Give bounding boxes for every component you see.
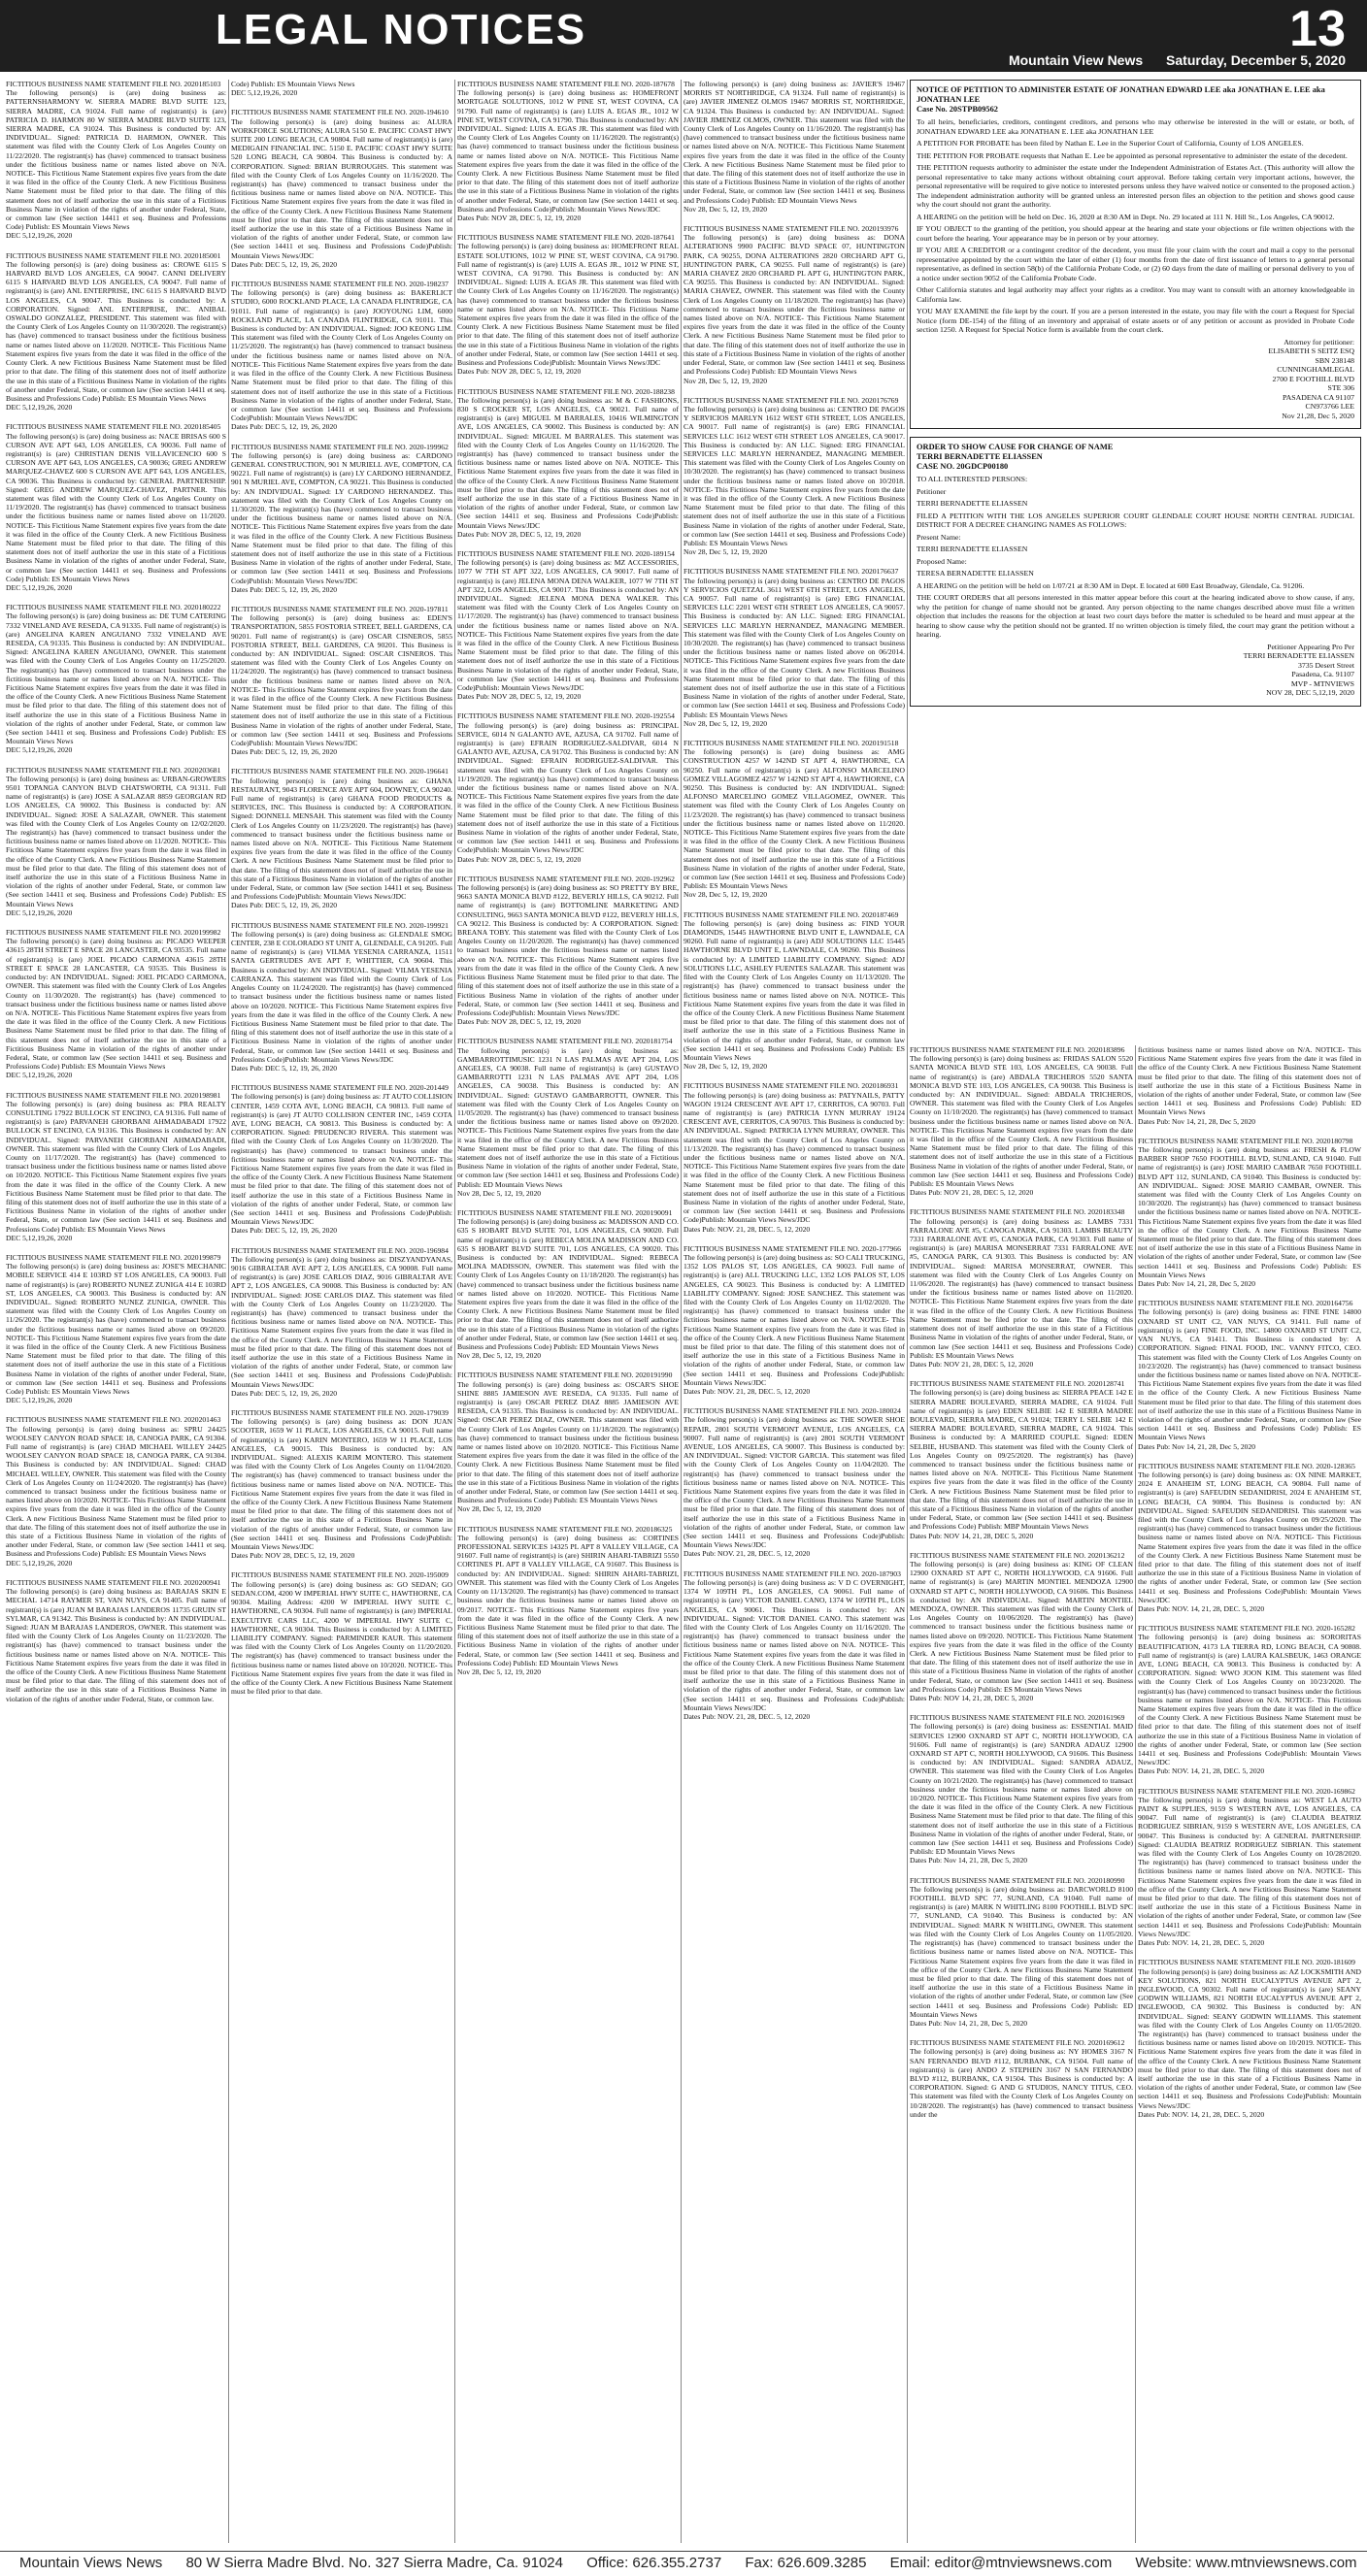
notice-heading: FICTITIOUS BUSINESS NAME STATEMENT FILE NO. 2020176769 bbox=[684, 395, 899, 405]
fictitious-business-notice bbox=[231, 921, 452, 1073]
notice-publication-dates: Nov 28, Dec 5, 12, 19, 2020 bbox=[457, 1667, 542, 1676]
notice-publication-dates: Dates Pub: NOV. 14, 21, 28, DEC. 5, 2020 bbox=[1138, 1767, 1265, 1776]
attorney-line: CN973766 LEE bbox=[1305, 402, 1354, 411]
osc-name: TERRI BERNADETTE ELIASSEN bbox=[917, 452, 1043, 461]
notice-heading: FICTITIOUS BUSINESS NAME STATEMENT FILE NO. 2020161969 bbox=[910, 1713, 1125, 1723]
notice-body: The following person(s) is (are) doing business as: MZ ACCESSORIES, 1077 W 7TH ST APT 322, LOS ANGELES, CA 90017. Full name of registrant(s) is (are) JELENA MONA DENA WALKER, 1077 W 7TH ST APT 322, LOS ANGELES, CA 90017. This Business is conducted by: AN INDIVIDUAL. Signed: JELENA MONA DENA WALKER. This statement was filed with the County Clerk of Los Angeles County on 11/17/2020. The registrant(s) has (have) commenced to transact business under the fictitious business name or names listed above on N/A. NOTICE- This Fictitious Name Statement expires five years from the date it was filed in the office of the County Clerk. A new Fictitious Business Name Statement must be filed prior to that date. The filing of this statement does not of itself authorize the use in this state of a Fictitious Business Name in violation of the rights of another under Federal, State, or common law (See section 14411 et seq. Business and Professions Code)Publish: Mountain Views News/JDC bbox=[457, 558, 679, 692]
notice-heading: FICTITIOUS BUSINESS NAME STATEMENT FILE NO. 2020-169862 bbox=[1138, 1786, 1355, 1796]
notice-heading: FICTITIOUS BUSINESS NAME STATEMENT FILE NO. 2020136212 bbox=[910, 1550, 1125, 1560]
fictitious-business-notice bbox=[457, 1371, 679, 1513]
fictitious-business-notice bbox=[6, 603, 226, 754]
notice-body: The following person(s) is (are) doing business as: ALURA WORKFORCE SOLUTIONS; ALURA 5150 E. PACIFIC COAST HWY SUITE 200 LONG BEACH, CA 90804. Full name of registrant(s) is (are) MEDIGAIN FINANCIAL INC. 5150 E. PACIFIC COAST HWY SUITE 520 LONG BEACH, CA 90804. This Business is conducted by: A CORPORATION. Signed: BRIAN BURROUGHS. This statement was filed with the County Clerk of Los Angeles County on 11/16/2020. The registrant(s) has (have) commenced to transact business under the fictitious business name or names listed above on N/A. NOTICE- This Fictitious Name Statement expires five years from the date it was filed in the office of the County Clerk. A new Fictitious Business Name Statement must be filed prior to that date. The filing of this statement does not of itself authorize the use in this state of a Fictitious Business Name in violation of the rights of another under Federal, State, or common law (See section 14411 et seq. Business and Professions Code)Publish: Mountain Views News/JDC bbox=[231, 116, 452, 260]
column-2 bbox=[231, 80, 452, 2543]
notice-heading: FICTITIOUS BUSINESS NAME STATEMENT FILE NO. 2020199879 bbox=[6, 1252, 221, 1262]
notice-body: The following person(s) is (are) doing business as: JAVIER'S 19467 MORRIS ST NORTHRIDGE, CA 91324. Full name of registrant(s) is (are) JAVIER JIMENEZ OLMOS 19467 MORRIS ST, NORTHRIDGE, CA 91324. This Business is conducted by: AN INDIVIDUAL. Signed: JAVIER JIMENEZ OLMOS, OWNER. This statement was filed with the County Clerk of Los Angeles County on 11/16/2020. The registrant(s) has (have) commenced to transact business under the fictitious business name or names listed above on N/A. NOTICE- This Fictitious Name Statement expires five years from the date it was filed in the office of the County Clerk. A new Fictitious Business Name Statement must be filed prior to that date. The filing of this statement does not of itself authorize the use in this state of a Fictitious Business Name in violation of the rights of another under Federal, State, or common law (See section 14411 et seq. Business and Professions Code) Publish: ED Mountain Views News bbox=[684, 80, 905, 205]
fictitious-business-notice bbox=[6, 1253, 226, 1404]
notice-body: The following person(s) is (are) doing business as: AZ LOCKSMITH AND KEY SOLUTIONS, 821 NORTH EUCALYPTUS AVENUE APT 2, INGLEWOOD, CA 90302. Full name of registrant(s) is (are) SEANY GODWIN WILLIAMS, 821 NORTH EUCALYPTUS AVENUE APT 2, INGLEWOOD, CA 90302. This Business is conducted by: AN INDIVIDUAL. Signed: SEANY GODWIN WILLIAMS. This statement was filed with the County Clerk of Los Angeles County on 11/05/2020. The registrant(s) has (have) commenced to transact business under the fictitious business name or names listed above on 10/2019. NOTICE- This Fictitious Name Statement expires five years from the date it was filed in the office of the County Clerk. A new Fictitious Business Name Statement must be filed prior to that date. The filing of this statement does not of itself authorize the use in this state of a Fictitious Business Name in violation of the rights of another under Federal, State, or common law (See section 14411 et seq. Business and Professions Code)Publish: Mountain Views News/JDC bbox=[1138, 1966, 1361, 2110]
probate-paragraph: IF YOU OBJECT to the granting of the petition, you should appear at the hearing and state your objections or file written objections with the court before the hearing. Your appearance may be in person or by your attorney. bbox=[917, 224, 1354, 243]
notice-publication-dates: Nov 28, Dec 5, 12, 19, 2020 bbox=[684, 547, 768, 557]
notice-publication-dates: DEC 5,12,19,26, 2020 bbox=[6, 582, 73, 592]
notice-publication-dates: Dates Pub: NOV. 14, 21, 28, DEC. 5, 2020 bbox=[1138, 1938, 1265, 1948]
notice-body: The following person(s) is (are) doing business as: SIERRA PEACE 142 E SIERRA MADRE BOULEVARD, SIERRA MADRE, CA 91024. Full name of registrant(s) is (are) EDEN SELBIE 142 E SIERRA MADRE BOULEVARD, SIERRA MADRE, CA 91024; TERRY L SELBIE 142 E SIERRA MADRE BOULEVARD, SIERRA MADRE, CA 91024. This Business is conducted by: A MARRIED COUPLE. Signed: EDEN SELBIE, HUSBAND. This statement was filed with the County Clerk of Los Angeles County on 09/25/2020. The registrant(s) has (have) commenced to transact business under the fictitious business name or names listed above on N/A. NOTICE- This Fictitious Name Statement expires five years from the date it was filed in the office of the County Clerk. A new Fictitious Business Name Statement must be filed prior to that date. The filing of this statement does not of itself authorize the use in this state of a Fictitious Business Name in violation of the rights of another under Federal, State, or common law (See section 14411 et seq. Business and Professions Code) Publish: MBP Mountain Views News bbox=[910, 1388, 1133, 1532]
notice-publication-dates: Dates Pub: NOV. 21, 28, DEC. 5, 12, 2020 bbox=[684, 1387, 811, 1397]
notice-heading: FICTITIOUS BUSINESS NAME STATEMENT FILE NO. 2020180222 bbox=[6, 603, 221, 612]
notice-publication-dates: Dates Pub: NOV 21, 28, DEC 5, 12, 2020 bbox=[910, 1188, 1034, 1198]
notice-heading: FICTITIOUS BUSINESS NAME STATEMENT FILE NO. 2020203681 bbox=[6, 765, 221, 775]
notice-publication-dates: Dates Pub: DEC 5, 12, 19, 26, 2020 bbox=[231, 747, 338, 757]
page-header bbox=[0, 0, 1367, 72]
notice-publication-dates: Nov 28, Dec 5, 12, 19, 2020 bbox=[457, 1504, 542, 1514]
notice-heading: FICTITIOUS BUSINESS NAME STATEMENT FILE NO. 2020-189154 bbox=[457, 548, 675, 558]
fictitious-business-notice bbox=[231, 1570, 452, 1696]
osc-proposed-label: Proposed Name: bbox=[917, 556, 967, 566]
fictitious-business-notice bbox=[684, 1244, 905, 1396]
notice-body: The following person(s) is (are) doing business as: DISZYANDYANAS, 9016 GIBRALTAR AVE APT 2, LOS ANGELES, CA 90008. Full name of registrant(s) is (are) JOSE CARLOS DIAZ, 9016 GIBRALTAR AVE APT 2, LOS ANGELES, CA 90008. This Business is conducted by: AN INDIVIDUAL. Signed: JOSE CARLOS DIAZ. This statement was filed with the County Clerk of Los Angeles County on 11/23/2020. The registrant(s) has (have) commenced to transact business under the fictitious business name or names listed above on N/A. NOTICE- This Fictitious Name Statement expires five years from the date it was filed in the office of the County Clerk. A new Fictitious Business Name Statement must be filed prior to that date. The filing of this statement does not of itself authorize the use in this state of a Fictitious Business Name in violation of the rights of another under Federal, State, or common law (See section 14411 et seq. Business and Professions Code)Publish: Mountain Views News/JDC bbox=[231, 1254, 452, 1389]
fictitious-business-notice bbox=[6, 1415, 226, 1567]
fictitious-business-notice bbox=[457, 1525, 679, 1676]
footer-address: 80 W Sierra Madre Blvd. No. 327 Sierra Madre, Ca. 91024 bbox=[185, 2555, 563, 2571]
notice-heading: FICTITIOUS BUSINESS NAME STATEMENT FILE NO. 2020185103 bbox=[6, 80, 221, 88]
notice-heading: FICTITIOUS BUSINESS NAME STATEMENT FILE NO. 2020198981 bbox=[6, 1090, 221, 1100]
fictitious-business-notice bbox=[6, 1578, 226, 1703]
footer-paper: Mountain Views News bbox=[19, 2555, 163, 2571]
notice-heading: FICTITIOUS BUSINESS NAME STATEMENT FILE NO. 2020-194610 bbox=[231, 108, 449, 117]
notice-body: The following person(s) is (are) doing business as: LAMBS 7331 FARRALONE AVE #5, CANOGA PARK, CA 91303. LAMBS BEAUTY 7331 FARRALONE AVE #5, CANOGA PARK, CA 91303. Full name of registrant(s) is (are) MARISA MONSERRAT 7331 FARRALONE AVE #5, CANOGA PARK, CA 91303. This Business is conducted by: AN INDIVIDUAL. Signed: MARISA MONSERRAT, OWNER. This statement was filed with the County Clerk of Los Angeles County on 11/06/2020. The registrant(s) has (have) commenced to transact business under the fictitious business name or names listed above on 11/2020. NOTICE- This Fictitious Name Statement expires five years from the date it was filed in the office of the County Clerk. A new Fictitious Business Name Statement must be filed prior to that date. The filing of this statement does not of itself authorize the use in this state of a Fictitious Business Name in violation of the rights of another under Federal, State, or common law (See section 14411 et seq. Business and Professions Code) Publish: ES Mountain Views News bbox=[910, 1216, 1133, 1360]
column-4 bbox=[684, 80, 905, 2543]
notice-publication-dates: DEC 5,12,19,26, 2020 bbox=[6, 231, 73, 241]
notice-body: The following person(s) is (are) doing business as: AMG CONSTRUCTION 4257 W 142ND ST APT 4, HAWTHORNE, CA 90250. Full name of registrant(s) is (are) ALFONSO MARCELINO GOMEZ VILLAGOMEZ 4257 W 142ND ST APT 4, HAWTHORNE, CA 90250. This Business is conducted by: AN INDIVIDUAL. Signed: ALFONSO MARCELINO GOMEZ VILLAGOMEZ, OWNER. This statement was filed with the County Clerk of Los Angeles County on 11/23/2020. The registrant(s) has (have) commenced to transact business under the fictitious business name or names listed above on 11/2020. NOTICE- This Fictitious Name Statement expires five years from the date it was filed in the office of the County Clerk. A new Fictitious Business Name Statement must be filed prior to that date. The filing of this statement does not of itself authorize the use in this state of a Fictitious Business Name in violation of the rights of another under Federal, State, or common law (See section 14411 et seq. Business and Professions Code) Publish: ES Mountain Views News bbox=[684, 747, 905, 891]
osc-present-name: TERRI BERNADETTE ELIASSEN bbox=[917, 545, 1028, 553]
notice-publication-dates: Dates Pub: NOV 28, DEC 5, 12, 19, 2020 bbox=[457, 692, 582, 702]
notice-heading: FICTITIOUS BUSINESS NAME STATEMENT FILE NO. 2020180798 bbox=[1138, 1136, 1353, 1145]
notice-heading: FICTITIOUS BUSINESS NAME STATEMENT FILE NO. 2020186325 bbox=[457, 1524, 673, 1534]
fictitious-business-notice bbox=[457, 1037, 679, 1198]
fictitious-business-notice bbox=[231, 1083, 452, 1235]
notice-body: The following person(s) is (are) doing business as: ESSENTIAL MAID SERVICES 12900 OXNARD ST APT C, NORTH HOLLYWOOD, CA 91606. Full name of registrant(s) is (are) SANDRA ADAUZ 12900 OXNARD ST APT C, NORTH HOLLYWOOD, CA 91606. This Business is conducted by: AN INDIVIDUAL. Signed: SANDRA ADAUZ, OWNER. This statement was filed with the County Clerk of Los Angeles County on 10/21/2020. The registrant(s) has (have) commenced to transact business under the fictitious business name or names listed above on 10/2020. NOTICE- This Fictitious Name Statement expires five years from the date it was filed in the office of the County Clerk. A new Fictitious Business Name Statement must be filed prior to that date. The filing of this statement does not of itself authorize the use in this state of a Fictitious Business Name in violation of the rights of another under Federal, State, or common law (See section 14411 et seq. Business and Professions Code) Publish: ED Mountain Views News bbox=[910, 1722, 1133, 1857]
notice-publication-dates: Dates Pub: NOV 28, DEC 5, 12, 19, 2020 bbox=[457, 529, 582, 539]
notice-body: The following person(s) is (are) doing business as: HOMEFRONT REAL ESTATE SOLUTIONS, 1012 W PINE ST, WEST COVINA, CA 91790. Full name of registrant(s) is (are) LUIS A. EGAS JR., 1012 W PINE ST, WEST COVINA, CA 91790. This Business is conducted by: AN INDIVIDUAL. Signed: LUIS A. EGAS JR. This statement was filed with the County Clerk of Los Angeles County on 11/16/2020. The registrant(s) has (have) commenced to transact business under the fictitious business name or names listed above on N/A. NOTICE- This Fictitious Name Statement expires five years from the date it was filed in the office of the County Clerk. A new Fictitious Business Name Statement must be filed prior to that date. The filing of this statement does not of itself authorize the use in this state of a Fictitious Business Name in violation of the rights of another under Federal, State, or common law (See section 14411 et seq. Business and Professions Code)Publish: Mountain Views News/JDC bbox=[457, 242, 679, 368]
fictitious-business-notice bbox=[231, 1246, 452, 1398]
notice-body: The following person(s) is (are) doing business as: PRA REALTY CONSULTING 17922 BULLOCK ST ENCINO, CA 91316. Full name of registrant(s) is (are) PARVANEH GHORBANI AHMADABADI 17922 BULLOCK ST ENCINO, CA 91316. This Business is conducted by: AN INDIVIDUAL. Signed: PARVANEH GHORBANI AHMADABADI, OWNER. This statement was filed with the County Clerk of Los Angeles County on 11/17/2020. The registrant(s) has (have) commenced to transact business under the fictitious business name or names listed above on 10/2020. NOTICE- This Fictitious Name Statement expires five years from the date it was filed in the office of the County Clerk. A new Fictitious Business Name Statement must be filed prior to that date. The filing of this statement does not of itself authorize the use in this state of a Fictitious Business Name in violation of the rights of another under Federal, State, or common law (See section 14411 et seq. Business and Professions Code) Publish: ES Mountain Views News bbox=[6, 1099, 226, 1234]
notice-body: The following person(s) is (are) doing business as: KING OF CLEAN 12900 OXNARD ST APT C, NORTH HOLLYWOOD, CA 91606. Full name of registrant(s) is (are) MARTIN MONTIEL MENDOZA 12900 OXNARD ST APT C, NORTH HOLLYWOOD, CA 91606. This Business is conducted by: AN INDIVIDUAL. Signed: MARTIN MONTIEL MENDOZA, OWNER. This statement was filed with the County Clerk of Los Angeles County on 10/06/2020. The registrant(s) has (have) commenced to transact business under the fictitious business name or names listed above on 09/2020. NOTICE- This Fictitious Name Statement expires five years from the date it was filed in the office of the County Clerk. A new Fictitious Business Name Statement must be filed prior to that date. The filing of this statement does not of itself authorize the use in this state of a Fictitious Business Name in violation of the rights of another under Federal, State, or common law (See section 14411 et seq. Business and Professions Code) Publish: ES Mountain Views News bbox=[910, 1559, 1133, 1694]
notice-publication-dates: Dates Pub: DEC 5, 12, 19, 26, 2020 bbox=[231, 1226, 338, 1236]
fictitious-business-notice bbox=[457, 711, 679, 863]
footer-fax: Fax: 626.609.3285 bbox=[745, 2555, 867, 2571]
fictitious-business-notice bbox=[684, 80, 905, 214]
fictitious-business-notice bbox=[910, 2038, 1133, 2119]
notice-body: The following person(s) is (are) doing business as: M & C FASHIONS, 830 S CROCKER ST, LOS ANGELES, CA 90021. Full name of registrant(s) is (are) MIGUEL M BARRALES, 10416 WILMINGTON AVE, LOS ANGELES, CA 90002. This Business is conducted by: AN INDIVIDUAL. Signed: MIGUEL M BARRALES. This statement was filed with the County Clerk of Los Angeles County on 11/16/2020. The registrant(s) has (have) commenced to transact business under the fictitious business name or names listed above on N/A. NOTICE- This Fictitious Name Statement expires five years from the date it was filed in the office of the County Clerk. A new Fictitious Business Name Statement must be filed prior to that date. The filing of this statement does not of itself authorize the use in this state of a Fictitious Business Name in violation of the rights of another under Federal, State, or common law (See section 14411 et seq. Business and Professions Code)Publish: Mountain Views News/JDC bbox=[457, 395, 679, 530]
notice-body: The following person(s) is (are) doing business as: CENTRO DE PAGOS Y SERVICIOS MARLYN 1612 WEST 6TH STREET, LOS ANGELES, CA 90017. Full name of registrant(s) is (are) ERG FINANCIAL SERVICES LLC 1612 WEST 6TH STREET LOS ANGELES, CA 90017. This Business is conducted by: AN LLC. Signed: ERG FINANCIAL SERVICES LLC MARLYN HERNANDEZ, MANAGING MEMBER. This statement was filed with the County Clerk of Los Angeles County on 10/30/2020. The registrant(s) has (have) commenced to transact business under the fictitious business name or names listed above on 10/2018. NOTICE- This Fictitious Name Statement expires five years from the date it was filed in the office of the County Clerk. A new Fictitious Business Name Statement must be filed prior to that date. The filing of this statement does not of itself authorize the use in this state of a Fictitious Business Name in violation of the rights of another under Federal, State, or common law (See section 14411 et seq. Business and Professions Code) Publish: ES Mountain Views News bbox=[684, 404, 905, 547]
fictitious-business-notice bbox=[457, 875, 679, 1026]
fictitious-business-notice bbox=[910, 1207, 1133, 1369]
notice-heading: FICTITIOUS BUSINESS NAME STATEMENT FILE NO. 2020-196984 bbox=[231, 1245, 449, 1255]
notice-body: The following person(s) is (are) doing business as: DON JUAN SCOOTER, 1659 W 11 PLACE, LOS ANGELES, CA 90015. Full name of registrant(s) is (are) KARIN MONTERO, 1659 W 11 PLACE, LOS ANGELES, CA 90015. This Business is conducted by: AN INDIVIDUAL. Signed: ALEXIS KARIM MONTERO. This statement was filed with the County Clerk of Los Angeles County on 11/04/2020. The registrant(s) has (have) commenced to transact business under the fictitious business name or names listed above on N/A. NOTICE- This Fictitious Name Statement expires five years from the date it was filed in the office of the County Clerk. A new Fictitious Business Name Statement must be filed prior to that date. The filing of this statement does not of itself authorize the use in this state of a Fictitious Business Name in violation of the rights of another under Federal, State, or common law (See section 14411 et seq. Business and Professions Code)Publish: Mountain Views News/JDC bbox=[231, 1417, 452, 1552]
notice-body: The following person(s) is (are) doing business as: GAMBARROTTIMUSIC 1231 N LAS PALMAS AVE APT 204, LOS ANGELES, CA 90038. Full name of registrant(s) is (are) GUSTAVO GAMBARROTTI 1231 N LAS PALMAS AVE APT 204, LOS ANGELES, CA 90038. This Business is conducted by: AN INDIVIDUAL. Signed: GUSTAVO GAMBARROTTI, OWNER. This statement was filed with the County Clerk of Los Angeles County on 11/05/2020. The registrant(s) has (have) commenced to transact business under the fictitious business name or names listed above on 09/2020. NOTICE- This Fictitious Name Statement expires five years from the date it was filed in the office of the County Clerk. A new Fictitious Business Name Statement must be filed prior to that date. The filing of this statement does not of itself authorize the use in this state of a Fictitious Business Name in violation of the rights of another under Federal, State, or common law (See section 14411 et seq. Business and Professions Code) Publish: ED Mountain Views News bbox=[457, 1045, 679, 1189]
notice-publication-dates: DEC 5,12,19,26, 2020 bbox=[6, 1233, 73, 1242]
notice-publication-dates: Dates Pub: NOV 28, DEC 5, 12, 19, 2020 bbox=[457, 1017, 582, 1027]
notice-heading: FICTITIOUS BUSINESS NAME STATEMENT FILE NO. 2020191518 bbox=[684, 739, 899, 748]
osc-case: CASE NO. 20GDCP00180 bbox=[917, 462, 1009, 471]
notice-publication-dates: DEC 5,12,19,26, 2020 bbox=[6, 1396, 73, 1405]
notice-heading: FICTITIOUS BUSINESS NAME STATEMENT FILE NO. 2020200941 bbox=[6, 1577, 221, 1587]
probate-paragraph: THE PETITION requests authority to administer the estate under the Independent Administration of Estates Act. (This authority will allow the personal representative to take many actions without obtaining court approval. Before taking certain very important actions, however, the personal representative will be required to give notice to interested persons unless they have waived notice or consented to the proposed action.) The independent administration authority will be granted unless an interested person files an objection to the petition and shows good cause why the court should not grant the authority. bbox=[917, 163, 1354, 209]
fictitious-business-notice bbox=[6, 766, 226, 917]
attorney-line: ELISABETH S SEITZ ESQ bbox=[1268, 347, 1354, 355]
fictitious-business-notice bbox=[1138, 1137, 1361, 1288]
notice-publication-dates: Dates Pub: NOV. 21, 28, DEC. 5, 12, 2020 bbox=[684, 1711, 811, 1721]
notice-publication-dates: Nov 28, Dec 5, 12, 19, 2020 bbox=[684, 1062, 768, 1072]
notice-heading: FICTITIOUS BUSINESS NAME STATEMENT FILE NO. 2020-192554 bbox=[457, 711, 675, 721]
signature-line: NOV 28, DEC 5,12,19, 2020 bbox=[1266, 688, 1354, 697]
notice-heading: FICTITIOUS BUSINESS NAME STATEMENT FILE NO. 2020185405 bbox=[6, 422, 221, 432]
notice-publication-dates: Nov 28, Dec 5, 12, 19, 2020 bbox=[684, 376, 768, 385]
attorney-line: STE 306 bbox=[1327, 383, 1354, 392]
masthead bbox=[989, 52, 1346, 68]
column-5-top bbox=[910, 80, 1361, 1040]
notice-publication-dates: Dates Pub: NOV 28, DEC 5, 12, 19, 2020 bbox=[457, 214, 582, 223]
notice-body: The following person(s) is (are) doing business as: CENTRO DE PAGOS Y SERVICIOS QUETZAL 3611 WEST 6TH STREET, LOS ANGELES, CA 90057. Full name of registrant(s) is (are) ERG FINANCIAL SERVICES LLC 2201 WEST 6TH STREET LOS ANGELES, CA 90057. This Business is conducted by: AN LLC. Signed: ERG FINANCIAL SERVICES LLC MARLYN HERNANDEZ, MANAGING MEMBER. This statement was filed with the County Clerk of Los Angeles County on 10/30/2020. The registrant(s) has (have) commenced to transact business under the fictitious business name or names listed above on 06/2014. NOTICE- This Fictitious Name Statement expires five years from the date it was filed in the office of the County Clerk. A new Fictitious Business Name Statement must be filed prior to that date. The filing of this statement does not of itself authorize the use in this state of a Fictitious Business Name in violation of the rights of another under Federal, State, or common law (See section 14411 et seq. Business and Professions Code) Publish: ES Mountain Views News bbox=[684, 576, 905, 719]
notice-body: The following person(s) is (are) doing business as: DONA ALTERATIONS 9900 PACIFIC BLVD SPACE 07, HUNTINGTON PARK, CA 90255, DONA ALTERATIONS 2820 ORCHARD APT G, HUNTINGTON PARK, CA 90255. Full name of registrant(s) is (are) MARIA CHAVEZ 2820 ORCHARD PL APT G, HUNTINGTON PARK, CA 90255. This Business is conducted by: AN INDIVIDUAL. Signed: MARIA CHAVEZ, OWNER. This statement was filed with the County Clerk of Los Angeles County on 11/18/2020. The registrant(s) has (have) commenced to transact business under the fictitious business name or names listed above on N/A. NOTICE- This Fictitious Name Statement expires five years from the date it was filed in the office of the County Clerk. A new Fictitious Business Name Statement must be filed prior to that date. The filing of this statement does not of itself authorize the use in this state of a Fictitious Business Name in violation of the rights of another under Federal, State, or common law (See section 14411 et seq. Business and Professions Code) Publish: ED Mountain Views News bbox=[684, 233, 905, 377]
fictitious-business-notice bbox=[457, 549, 679, 701]
attorney-line: Attorney for petitioner: bbox=[1284, 337, 1354, 347]
notice-body: The following person(s) is (are) doing business as: GHANA RESTAURANT, 9043 FLORENCE AVE APT 604, DOWNEY, CA 90240. Full name of registrant(s) is (are) GHANA FOOD PRODUCTS & SERVICES, INC. This Business is conducted by: A CORPORATION. Signed: DONNELL MENSAH. This statement was filed with the County Clerk of Los Angeles County on 11/23/2020. The registrant(s) has (have) commenced to transact business under the fictitious business name or names listed above on N/A. NOTICE- This Fictitious Name Statement expires five years from the date it was filed in the office of the County Clerk. A new Fictitious Business Name Statement must be filed prior to that date. The filing of this statement does not of itself authorize the use in this state of a Fictitious Business Name in violation of the rights of another under Federal, State, or common law (See section 14411 et seq. Business and Professions Code)Publish: Mountain Views News/JDC bbox=[231, 776, 452, 902]
notice-body: The following person(s) is (are) doing business as: BAKERLICT STUDIO, 6000 ROCKLAND PLACE, LA CANADA FLINTRIDGE, CA 91011. Full name of registrant(s) is (are) JOOYOUNG LIM, 6000 ROCKLAND PLACE, LA CANADA FLINTRIDGE, CA 91011. This Business is conducted by: AN INDIVIDUAL. Signed: JOO KEONG LIM. This statement was filed with the County Clerk of Los Angeles County on 11/25/2020. The registrant(s) has (have) commenced to transact business under the fictitious business name or names listed above on N/A. NOTICE- This Fictitious Name Statement expires five years from the date it was filed in the office of the County Clerk. A new Fictitious Business Name Statement must be filed prior to that date. The filing of this statement does not of itself authorize the use in this state of a Fictitious Business Name in violation of the rights of another under Federal, State, or common law (See section 14411 et seq. Business and Professions Code)Publish: Mountain Views News/JDC bbox=[231, 288, 452, 423]
fictitious-business-notice bbox=[6, 1091, 226, 1242]
fictitious-business-notice bbox=[910, 1045, 1133, 1197]
osc-title: ORDER TO SHOW CAUSE FOR CHANGE OF NAME bbox=[917, 443, 1114, 451]
notice-publication-dates: DEC 5,12,19,26, 2020 bbox=[231, 88, 298, 98]
fictitious-business-notice bbox=[457, 80, 679, 222]
notice-body: The following person(s) is (are) doing business as: OX NINE MARKET, 2024 E ANAHEIM ST, LONG BEACH, CA 90804. Full name of registrant(s) is (are) SAFEUDIN SEDANIDRISI, 2024 E ANAHEIM ST, LONG BEACH, CA 90804. This Business is conducted by: AN INDIVIDUAL. Signed: SAFEUDIN SEDANIDRISI. This statement was filed with the County Clerk of Los Angeles County on 09/25/2020. The registrant(s) has (have) commenced to transact business under the fictitious business name or names listed above on N/A. NOTICE- This Fictitious Name Statement expires five years from the date it was filed in the office of the County Clerk. A new Fictitious Business Name Statement must be filed prior to that date. The filing of this statement does not of itself authorize the use in this state of a Fictitious Business Name in violation of the rights of another under Federal, State, or common law (See section 14411 et seq. Business and Professions Code)Publish: Mountain Views News/JDC bbox=[1138, 1470, 1361, 1604]
notice-publication-dates: Dates Pub: NOV 21, 28, DEC 5, 12, 2020 bbox=[910, 1359, 1034, 1369]
column-1 bbox=[6, 80, 226, 2543]
notice-body: The following person(s) is (are) doing business as: V D C OVERNIGHT, 1374 W 109TH PL, LOS ANGELES, CA 90061. Full name of registrant(s) is (are) VICTOR DANIEL CANO, 1374 W 109TH PL, LOS ANGELES, CA 90061. This Business is conducted by: AN INDIVIDUAL. Signed: VICTOR DANIEL CANO. This statement was filed with the County Clerk of Los Angeles County on 11/16/2020. The registrant(s) has (have) commenced to transact business under the fictitious business name or names listed above on N/A. NOTICE- This Fictitious Name Statement expires five years from the date it was filed in the office of the County Clerk. A new Fictitious Business Name Statement must be filed prior to that date. The filing of this statement does not of itself authorize the use in this state of a Fictitious Business Name in violation of the rights of another under Federal, State, or common law (See section 14411 et seq. Business and Professions Code)Publish: Mountain Views News/JDC bbox=[684, 1577, 905, 1712]
fictitious-business-notice bbox=[910, 1379, 1133, 1540]
fictitious-business-notice bbox=[231, 1408, 452, 1560]
column-3 bbox=[457, 80, 679, 2543]
paper-name: Mountain View News bbox=[1008, 52, 1144, 68]
notice-heading: FICTITIOUS BUSINESS NAME STATEMENT FILE NO. 2020-187641 bbox=[457, 233, 675, 243]
notice-publication-dates: Dates Pub: DEC 5, 12, 19, 26, 2020 bbox=[231, 259, 338, 269]
notice-heading: FICTITIOUS BUSINESS NAME STATEMENT FILE NO. 2020-165282 bbox=[1138, 1624, 1355, 1634]
osc-proposed-name: TERESA BERNADETTE ELIASSEN bbox=[917, 569, 1034, 578]
notice-heading: FICTITIOUS BUSINESS NAME STATEMENT FILE NO. 2020-198237 bbox=[231, 280, 449, 289]
probate-paragraph: To all heirs, beneficiaries, creditors, contingent creditors, and persons who may otherwise be interested in the will or estate, or both, of JONATHAN EDWARD LEE aka JONATHAN E. LEE aka JONATHAN LEE bbox=[917, 117, 1354, 136]
notice-body: The following person(s) is (are) doing business as: PICADO WEEPER 43615 28TH STREET E SPACE 28 LANCASTER, CA 93535. Full name of registrant(s) is (are) JOEL PICADO CARMONA 43615 28TH STREET E SPACE 28 LANCASTER, CA 93535. This Business is conducted by: AN INDIVIDUAL. Signed: JOEL PICADO CARMONA, OWNER. This statement was filed with the County Clerk of Los Angeles County on 11/30/2020. The registrant(s) has (have) commenced to transact business under the fictitious business name or names listed above on N/A. NOTICE- This Fictitious Name Statement expires five years from the date it was filed in the office of the County Clerk. A new Fictitious Business Name Statement must be filed prior to that date. The filing of this statement does not of itself authorize the use in this state of a Fictitious Business Name in violation of the rights of another under Federal, State, or common law (See section 14411 et seq. Business and Professions Code) Publish: ES Mountain Views News bbox=[6, 937, 226, 1072]
fictitious-business-notice bbox=[6, 928, 226, 1079]
notice-heading: FICTITIOUS BUSINESS NAME STATEMENT FILE NO. 2020193976 bbox=[684, 224, 899, 234]
attorney-line: SBN 238148 bbox=[1315, 355, 1354, 365]
signature-line: TERRI BERNADETTE ELIASSEN bbox=[1243, 651, 1354, 660]
notice-publication-dates: Dates Pub: Nov 14, 21, 28, Dec 5, 2020 bbox=[1138, 1116, 1256, 1126]
fictitious-business-notice bbox=[231, 605, 452, 756]
fictitious-business-notice bbox=[1138, 1462, 1361, 1613]
probate-paragraph: IF YOU ARE A CREDITOR or a contingent creditor of the decedent, you must file your claim with the court and mail a copy to the personal representative appointed by the court within the later of either (1) four months from the date of first issuance of letters to a general personal representative, as defined in section 58(b) of the California Probate Code, or (2) 60 days from the date of mailing or personal delivery to you of a notice under section 9052 of the California Probate Code. bbox=[917, 246, 1354, 282]
notice-body: The following person(s) is (are) doing business as: JOSE'S MECHANIC MOBILE SERVICE 414 E 103RD ST LOS ANGELES, CA 90003. Full name of registrant(s) is (are) ROBERTO NUNEZ ZUNIGA 414 E 103RD ST, LOS ANGELES, CA 90003. This Business is conducted by: AN INDIVIDUAL. Signed: ROBERTO NUNEZ ZUNIGA, OWNER. This statement was filed with the County Clerk of Los Angeles County on 11/26/2020. The registrant(s) has (have) commenced to transact business under the fictitious business name or names listed above on 09/2020. NOTICE- This Fictitious Name Statement expires five years from the date it was filed in the office of the County Clerk. A new Fictitious Business Name Statement must be filed prior to that date. The filing of this statement does not of itself authorize the use in this state of a Fictitious Business Name in violation of the rights of another under Federal, State, or common law (See section 14411 et seq. Business and Professions Code) Publish: ES Mountain Views News bbox=[6, 1262, 226, 1397]
fictitious-business-notice bbox=[6, 422, 226, 592]
notice-publication-dates: Dates Pub: NOV. 21, 28, DEC. 5, 12, 2020 bbox=[684, 1549, 811, 1559]
notice-publication-dates: Dates Pub: NOV 14, 21, 28, DEC 5, 2020 bbox=[910, 1694, 1034, 1703]
notice-body: The following person(s) is (are) doing business as: FRESH & FLOW BARBER SHOP 7650 FOOTHILL BLVD, SUNLAND, CA 91040. Full name of registrant(s) is (are) JOSE MARIO CAMBAR 7650 FOOTHILL BLVD APT 112, SUNLAND, CA 91040. This Business is conducted by: AN INDIVIDUAL. Signed: JOSE MARIO CAMBAR, OWNER. This statement was filed with the County Clerk of Los Angeles County on 10/30/2020. The registrant(s) has (have) commenced to transact business under the fictitious business name or names listed above on N/A. NOTICE- This Fictitious Name Statement expires five years from the date it was filed in the office of the County Clerk. A new Fictitious Business Name Statement must be filed prior to that date. The filing of this statement does not of itself authorize the use in this state of a Fictitious Business Name in violation of the rights of another under Federal, State, or common law (See section 14411 et seq. Business and Professions Code) Publish: ES Mountain Views News bbox=[1138, 1145, 1361, 1279]
notice-heading: FICTITIOUS BUSINESS NAME STATEMENT FILE NO. 2020190091 bbox=[457, 1207, 673, 1217]
notice-publication-dates: Dates Pub: Nov 14, 21, 28, Dec 5, 2020 bbox=[1138, 1279, 1256, 1289]
notice-body: The following person(s) is (are) doing business as: SO CALI TRUCKING, 1352 LOS PALOS ST, LOS ANGELES, CA 90023. Full name of registrant(s) is (are) ALL TRUCKING LLC, 1352 LOS PALOS ST, LOS ANGELES, CA 90023. This Business is conducted by: A LIMITED LIABILITY COMPANY. Signed: JOSE SANCHEZ. This statement was filed with the County Clerk of Los Angeles County on 11/02/2020. The registrant(s) has (have) commenced to transact business under the fictitious business name or names listed above on N/A. NOTICE- This Fictitious Name Statement expires five years from the date it was filed in the office of the County Clerk. A new Fictitious Business Name Statement must be filed prior to that date. The filing of this statement does not of itself authorize the use in this state of a Fictitious Business Name in violation of the rights of another under Federal, State, or common law (See section 14411 et seq. Business and Professions Code)Publish: Mountain Views News/JDC bbox=[684, 1252, 905, 1387]
notice-heading: FICTITIOUS BUSINESS NAME STATEMENT FILE NO. 2020-179039 bbox=[231, 1408, 449, 1418]
fictitious-business-notice bbox=[231, 280, 452, 431]
notice-body: The following person(s) is (are) doing business as: GO SEDAN; GO SEDAN.COM, 4200 W IMPERIAL HWY SUITE C, HAWTHORNE, CA 90304. Mailing Address: 4200 W IMPERIAL HWY SUITE C, HAWTHORNE, CA 90304. Full name of registrant(s) is (are) IMPERIAL EXECUTIVE CARS LLC, 4200 W IMPERIAL HWY SUITE C, HAWTHORNE, CA 90304. This Business is conducted by: A LIMITED LIABILITY COMPANY. Signed: PARMINDER KAUR. This statement was filed with the County Clerk of Los Angeles County on 11/20/2020. The registrant(s) has (have) commenced to transact business under the fictitious business name or names listed above on 10/2020. NOTICE- This Fictitious Name Statement expires five years from the date it was filed in the office of the County Clerk. A new Fictitious Business Name Statement must be filed prior to that date. bbox=[231, 1579, 452, 1697]
fictitious-business-notice bbox=[457, 233, 679, 376]
probate-attorney bbox=[917, 338, 1354, 421]
notice-publication-dates: DEC 5,12,19,26, 2020 bbox=[6, 403, 73, 413]
notice-body: The following person(s) is (are) doing business as: HOMEFRONT MORTGAGE SOLUTIONS, 1012 W PINE ST, WEST COVINA, CA 91790. Full name of registrant(s) is (are) LUIS A. EGAS JR., 1012 W PINE ST, WEST COVINA, CA 91790. This Business is conducted by: AN INDIVIDUAL. Signed: LUIS A. EGAS JR. This statement was filed with the County Clerk of Los Angeles County on 11/16/2020. The registrant(s) has (have) commenced to transact business under the fictitious business name or names listed above on N/A. NOTICE- This Fictitious Name Statement expires five years from the date it was filed in the office of the County Clerk. A new Fictitious Business Name Statement must be filed prior to that date. The filing of this statement does not of itself authorize the use in this state of a Fictitious Business Name in violation of the rights of another under Federal, State, or common law (See section 14411 et seq. Business and Professions Code)Publish: Mountain Views News/JDC bbox=[457, 88, 679, 214]
column-rule bbox=[228, 80, 229, 2543]
notice-heading: FICTITIOUS BUSINESS NAME STATEMENT FILE NO. 2020185001 bbox=[6, 250, 221, 260]
notice-heading: FICTITIOUS BUSINESS NAME STATEMENT FILE NO. 2020180990 bbox=[910, 1875, 1125, 1885]
notice-publication-dates: Nov 28, Dec 5, 12, 19, 2020 bbox=[457, 1188, 542, 1198]
fictitious-business-notice bbox=[910, 1876, 1133, 2028]
notice-publication-dates: DEC 5,12,19,26, 2020 bbox=[6, 1071, 73, 1080]
notice-heading: FICTITIOUS BUSINESS NAME STATEMENT FILE NO. 2020199982 bbox=[6, 928, 221, 938]
attorney-line: Nov 21,28, Dec 5, 2020 bbox=[1282, 411, 1354, 420]
notice-body: The following person(s) is (are) doing business as: CARDONO GENERAL CONSTRUCTION, 901 N MURIELL AVE, COMPTON, CA 90221. Full name of registrant(s) is (are) LY CARDONO HERNANDEZ, 901 N MURIEL AVE, COMPTON, CA 90221. This Business is conducted by: AN INDIVIDUAL. Signed: LY CARDONO HERNANDEZ. This statement was filed with the County Clerk of Los Angeles County on 11/30/2020. The registrant(s) has (have) commenced to transact business under the fictitious business name or names listed above on N/A. NOTICE- This Fictitious Name Statement expires five years from the date it was filed in the office of the County Clerk. A new Fictitious Business Name Statement must be filed prior to that date. The filing of this statement does not of itself authorize the use in this state of a Fictitious Business Name in violation of the rights of another under Federal, State, or common law (See section 14411 et seq. Business and Professions Code)Publish: Mountain Views News/JDC bbox=[231, 450, 452, 585]
notice-heading: FICTITIOUS BUSINESS NAME STATEMENT FILE NO. 2020187469 bbox=[684, 909, 899, 919]
notice-publication-dates: Dates Pub: NOV 28, DEC 5, 12, 19, 2020 bbox=[457, 367, 582, 377]
notice-body: The following person(s) is (are) doing business as: SO PRETTY BY BRE, 9663 SANTA MONICA BLVD #122, BEVERLY HILLS, CA 90212. Full name of registrant(s) is (are) BOTTOMLINE MARKETING AND CONSULTING, 9663 SANTA MONICA BLVD #122, BEVERLY HILLS, CA 90212. This Business is conducted by: A CORPORATION. Signed: BREANA TOBY. This statement was filed with the County Clerk of Los Angeles County on 11/20/2020. The registrant(s) has (have) commenced to transact business under the fictitious business name or names listed above on N/A. NOTICE- This Fictitious Name Statement expires five years from the date it was filed in the office of the County Clerk. A new Fictitious Business Name Statement must be filed prior to that date. The filing of this statement does not of itself authorize the use in this state of a Fictitious Business Name in violation of the rights of another under Federal, State, or common law (See section 14411 et seq. Business and Professions Code)Publish: Mountain Views News/JDC bbox=[457, 883, 679, 1017]
notice-publication-dates: Dates Pub: DEC 5, 12, 19, 26, 2020 bbox=[231, 1063, 338, 1073]
probate-title: NOTICE OF PETITION TO ADMINISTER ESTATE OF JONATHAN EDWARD LEE aka JONATHAN E. LEE aka JONATHAN LEE bbox=[917, 85, 1325, 104]
osc-petitioner-label: Petitioner bbox=[917, 486, 947, 496]
notice-body: The following person(s) is (are) doing business as: URBAN-GROWERS 9501 TOPANGA CANYON BLVD CHATSWORTH, CA 91311. Full name of registrant(s) is (are) JOSE A SALAZAR 8859 GEORGIAN RD LOS ANGELES, CA 90002. This Business is conducted by: AN INDIVIDUAL. Signed: JOSE A SALAZAR, OWNER. This statement was filed with the County Clerk of Los Angeles County on 12/02/2020. The registrant(s) has (have) commenced to transact business under the fictitious business name or names listed above on 11/2020. NOTICE- This Fictitious Name Statement expires five years from the date it was filed in the office of the County Clerk. A new Fictitious Business Name Statement must be filed prior to that date. The filing of this statement does not of itself authorize the use in this state of a Fictitious Business Name in violation of the rights of another under Federal, State, or common law (See section 14411 et seq. Business and Professions Code) Publish: ES Mountain Views News bbox=[6, 774, 226, 908]
probate-case: Case No. 20STPB09562 bbox=[917, 105, 998, 114]
notice-publication-dates: Dates Pub: Nov 14, 21, 28, Dec 5, 2020 bbox=[910, 1856, 1028, 1866]
notice-publication-dates: Dates Pub: DEC 5, 12, 19, 26, 2020 bbox=[231, 584, 338, 594]
notice-body: The following person(s) is (are) doing business as: JT AUTO COLLISION CENTER, 1459 COTA AVE, LONG BEACH, CA 90813. Full name of registrant(s) is (are) JT AUTO COLLISION CENTER INC, 1459 COTA AVE, LONG BEACH, CA 90813. This Business is conducted by: A CORPORATION. Signed: PRUDENCIO RIVERA. This statement was filed with the County Clerk of Los Angeles County on 11/30/2020. The registrant(s) has (have) commenced to transact business under the fictitious business name or names listed above on N/A. NOTICE- This Fictitious Name Statement expires five years from the date it was filed in the office of the County Clerk. A new Fictitious Business Name Statement must be filed prior to that date. The filing of this statement does not of itself authorize the use in this state of a Fictitious Business Name in violation of the rights of another under Federal, State, or common law (See section 14411 et seq. Business and Professions Code)Publish: Mountain Views News/JDC bbox=[231, 1092, 452, 1227]
notice-heading: FICTITIOUS BUSINESS NAME STATEMENT FILE NO. 2020186931 bbox=[684, 1081, 899, 1091]
fictitious-business-notice bbox=[684, 1081, 905, 1233]
fictitious-business-notice bbox=[910, 1551, 1133, 1702]
osc-petitioner: TERRI BERNADETTE ELIASSEN bbox=[917, 499, 1028, 508]
column-rule bbox=[907, 80, 908, 2543]
probate-paragraph: A PETITION FOR PROBATE has been filed by Nathan E. Lee in the Superior Court of California, County of LOS ANGELES. bbox=[917, 139, 1304, 148]
fictitious-business-notice bbox=[684, 567, 905, 728]
probate-paragraph: Other California statutes and legal authority may affect your rights as a creditor. You may want to consult with an attorney knowledgeable in California law. bbox=[917, 285, 1354, 304]
fictitious-business-notice bbox=[1138, 1045, 1361, 1126]
column-rule bbox=[681, 80, 682, 2543]
notice-body: The following person(s) is (are) doing business as: FRIDAS SALON 5520 SANTA MONICA BLVD STE 103, LOS ANGELES, CA 90038. Full name of registrant(s) is (are) ABDALA TRICHEROS 5520 SANTA MONICA BLVD STE 103, LOS ANGELES, CA 90038. This Business is conducted by: AN INDIVIDUAL. Signed: ABDALA TRICHEROS, OWNER. This statement was filed with the County Clerk of Los Angeles County on 11/10/2020. The registrant(s) has (have) commenced to transact business under the fictitious business name or names listed above on N/A. NOTICE- This Fictitious Name Statement expires five years from the date it was filed in the office of the County Clerk. A new Fictitious Business Name Statement must be filed prior to that date. The filing of this statement does not of itself authorize the use in this state of a Fictitious Business Name in violation of the rights of another under Federal, State, or common law (See section 14411 et seq. Business and Professions Code) Publish: ES Mountain Views News bbox=[910, 1054, 1133, 1189]
notice-body: The following person(s) is (are) doing business as: THE SOWER SHOE REPAIR, 2801 SOUTH VERMONT AVENUE, LOS ANGELES, CA 90007. Full name of registrant(s) is (are) 2801 SOUTH VERMONT AVENUE, LOS ANGELES, CA 90007. This Business is conducted by: AN INDIVIDUAL. Signed: VICTOR GARCIA. This statement was filed with the County Clerk of Los Angeles County on 11/04/2020. The registrant(s) has (have) commenced to transact business under the fictitious business name or names listed above on N/A. NOTICE- This Fictitious Name Statement expires five years from the date it was filed in the office of the County Clerk. A new Fictitious Business Name Statement must be filed prior to that date. The filing of this statement does not of itself authorize the use in this state of a Fictitious Business Name in violation of the rights of another under Federal, State, or common law (See section 14411 et seq. Business and Professions Code)Publish: Mountain Views News/JDC bbox=[684, 1415, 905, 1550]
notice-heading: FICTITIOUS BUSINESS NAME STATEMENT FILE NO. 2020169612 bbox=[910, 2038, 1125, 2048]
osc-to: TO ALL INTERESTED PERSONS: bbox=[917, 475, 1028, 483]
fictitious-business-notice bbox=[1138, 1624, 1361, 1775]
fictitious-business-notice bbox=[1138, 1958, 1361, 2119]
fictitious-business-notice bbox=[1138, 1787, 1361, 1948]
notice-heading: FICTITIOUS BUSINESS NAME STATEMENT FILE NO. 2020201463 bbox=[6, 1415, 221, 1425]
column-rule bbox=[1135, 1045, 1136, 2543]
notice-publication-dates: Dates Pub: DEC 5, 12, 19, 26, 2020 bbox=[231, 901, 338, 910]
signature-line: 3735 Desert Street bbox=[1297, 660, 1354, 670]
notice-heading: FICTITIOUS BUSINESS NAME STATEMENT FILE NO. 2020-188238 bbox=[457, 386, 675, 396]
fictitious-business-notice bbox=[684, 739, 905, 900]
notice-publication-dates: Dates Pub: NOV. 14, 21, 28, DEC. 5, 2020 bbox=[1138, 2109, 1265, 2119]
fictitious-business-notice bbox=[6, 80, 226, 241]
osc-present-label: Present Name: bbox=[917, 532, 961, 542]
notice-heading: FICTITIOUS BUSINESS NAME STATEMENT FILE NO. 2020-199921 bbox=[231, 920, 449, 930]
osc-signature bbox=[917, 643, 1354, 698]
probate-paragraph: THE PETITION FOR PROBATE requests that Nathan E. Lee be appointed as personal representative to administer the estate of the decedent. bbox=[917, 150, 1348, 160]
probate-paragraph: A HEARING on the petition will be held on Dec. 16, 2020 at 8:30 AM in Dept. No. 29 located at 111 N. Hill St., Los Angeles, CA 90012. bbox=[917, 212, 1335, 221]
notice-heading: FICTITIOUS BUSINESS NAME STATEMENT FILE NO. 2020-192962 bbox=[457, 874, 675, 883]
attorney-line: PASADENA CA 91107 bbox=[1283, 392, 1354, 402]
fictitious-business-notice bbox=[684, 224, 905, 385]
notice-publication-dates: DEC 5,12,19,26, 2020 bbox=[6, 1558, 73, 1568]
notice-body: The following person(s) is (are) doing business as: CORTINES PROFESSIONAL SERVICES 14325 PL APT 8 VALLEY VILLAGE, CA 91607. Full name of registrant(s) is (are) SHIRIN AHARI-TABRIZI 5550 CORTINES PL APT 8 VALLEY VILLAGE, CA 91607. This Business is conducted by: AN INDIVIDUAL. Signed: SHIRIN AHARI-TABRIZI, OWNER. This statement was filed with the County Clerk of Los Angeles County on 11/13/2020. The registrant(s) has (have) commenced to transact business under the fictitious business name or names listed above on 09/2017. NOTICE- This Fictitious Name Statement expires five years from the date it was filed in the office of the County Clerk. A new Fictitious Business Name Statement must be filed prior to that date. The filing of this statement does not of itself authorize the use in this state of a Fictitious Business Name in violation of the rights of another under Federal, State, or common law (See section 14411 et seq. Business and Professions Code) Publish: ED Mountain Views News bbox=[457, 1533, 679, 1668]
notice-body: The following person(s) is (are) doing business as: PRINCIPAL SERVICE, 6014 N GALANTO AVE, AZUSA, CA 91702. Full name of registrant(s) is (are) EFRAIN RODRIGUEZ-SALDIVAR, 6014 N GALANTO AVE, AZUSA, CA 91702. This Business is conducted by: AN INDIVIDUAL. Signed: EFRAIN RODRIGUEZ-SALDIVAR. This statement was filed with the County Clerk of Los Angeles County on 11/19/2020. The registrant(s) has (have) commenced to transact business under the fictitious business name or names listed above on N/A. NOTICE- This Fictitious Name Statement expires five years from the date it was filed in the office of the County Clerk. A new Fictitious Business Name Statement must be filed prior to that date. The filing of this statement does not of itself authorize the use in this state of a Fictitious Business Name in violation of the rights of another under Federal, State, or common law (See section 14411 et seq. Business and Professions Code)Publish: Mountain Views News/JDC bbox=[457, 720, 679, 855]
notice-heading: FICTITIOUS BUSINESS NAME STATEMENT FILE NO. 2020-187678 bbox=[457, 80, 675, 88]
notice-body: The following person(s) is (are) doing business as: NY HOMES 3167 N SAN FERNANDO BLVD #112, BURBANK, CA 91504. Full name of registrant(s) is (are) ANDO Z STEPHEN 3167 N SAN FERNANDO BLVD #112, BURBANK, CA 91504. This Business is conducted by: A CORPORATION. Signed: G AND G STUDIOS, NANCY TITUS, CEO. This statement was filed with the County Clerk of Los Angeles County on 10/28/2020. The registrant(s) has (have) commenced to transact business under the bbox=[910, 2047, 1133, 2119]
notice-body: Code) Publish: ES Mountain Views News bbox=[231, 80, 355, 88]
notice-publication-dates: Nov 28, Dec 5, 12, 19, 2020 bbox=[684, 890, 768, 900]
notice-publication-dates: Dates Pub: NOV 28, DEC 5, 12, 19, 2020 bbox=[457, 854, 582, 864]
notice-heading: FICTITIOUS BUSINESS NAME STATEMENT FILE NO. 2020176637 bbox=[684, 567, 899, 577]
notice-body: The following person(s) is (are) doing business as: FIND YOUR DIAMONDS, 15445 HAWTHORNE BLVD UNIT E, LAWNDALE, CA 90260. Full name of registrant(s) is (are) ADJ SOLUTIONS LLC 15445 HAWTHORNE BLVD UNIT E, LAWNDALE, CA 90260. This Business is conducted by: A LIMITED LIABILITY COMPANY. Signed: ADJ SOLUTIONS LLC, ASHLEY FUENTES SALAZAR. This statement was filed with the County Clerk of Los Angeles County on 11/13/2020. The registrant(s) has (have) commenced to transact business under the fictitious business name or names listed above on N/A. NOTICE- This Fictitious Name Statement expires five years from the date it was filed in the office of the County Clerk. A new Fictitious Business Name Statement must be filed prior to that date. The filing of this statement does not of itself authorize the use in this state of a Fictitious Business Name in violation of the rights of another under Federal, State, or common law (See section 14411 et seq. Business and Professions Code) Publish: ES Mountain Views News bbox=[684, 918, 905, 1062]
osc-hearing: A HEARING on the petition will be held on 1/07/21 at 8:30 AM in Dept. E located at 600 East Broadway, Glendale, Ca. 91206. bbox=[917, 580, 1305, 590]
fictitious-business-notice bbox=[231, 108, 452, 269]
notice-publication-dates: Nov 28, Dec 5, 12, 19, 2020 bbox=[684, 718, 768, 728]
page-footer bbox=[0, 2551, 1367, 2576]
notice-body: The following person(s) is (are) doing business as: OSCAR'S SHOE SHINE 8885 JAMIESON AVE RESEDA, CA 91335. Full name of registrant(s) is (are) OSCAR PEREZ DIAZ 8885 JAMIESON AVE RESEDA, CA 91335. This Business is conducted by: AN INDIVIDUAL. Signed: OSCAR PEREZ DIAZ, OWNER. This statement was filed with the County Clerk of Los Angeles County on 11/18/2020. The registrant(s) has (have) commenced to transact business under the fictitious business name or names listed above on 10/2020. NOTICE- This Fictitious Name Statement expires five years from the date it was filed in the office of the County Clerk. A new Fictitious Business Name Statement must be filed prior to that date. The filing of this statement does not of itself authorize the use in this state of a Fictitious Business Name in violation of the rights of another under Federal, State, or common law (See section 14411 et seq. Business and Professions Code) Publish: ES Mountain Views News bbox=[457, 1379, 679, 1505]
notice-heading: FICTITIOUS BUSINESS NAME STATEMENT FILE NO. 2020-195009 bbox=[231, 1570, 449, 1580]
notice-heading: FICTITIOUS BUSINESS NAME STATEMENT FILE NO. 2020183896 bbox=[910, 1045, 1125, 1054]
notice-heading: FICTITIOUS BUSINESS NAME STATEMENT FILE NO. 2020-128365 bbox=[1138, 1461, 1355, 1470]
name-change-order bbox=[910, 437, 1361, 707]
issue-date: Saturday, December 5, 2020 bbox=[1166, 52, 1346, 68]
notice-body: The following person(s) is (are) doing business as: EDEN'S TRANSPORTATION, 5855 FOSTORIA STREET, BELL GARDENS, CA 90201. Full name of registrant(s) is (are) OSCAR CISNEROS, 5855 FOSTORIA STREET, BELL GARDENS, CA 90201. This Business is conducted by: AN INDIVIDUAL. Signed: OSCAR CISNEROS. This statement was filed with the County Clerk of Los Angeles County on 11/24/2020. The registrant(s) has (have) commenced to transact business under the fictitious business name or names listed above on N/A. NOTICE- This Fictitious Name Statement expires five years from the date it was filed in the office of the County Clerk. A new Fictitious Business Name Statement must be filed prior to that date. The filing of this statement does not of itself authorize the use in this state of a Fictitious Business Name in violation of the rights of another under Federal, State, or common law (See section 14411 et seq. Business and Professions Code)Publish: Mountain Views News/JDC bbox=[231, 613, 452, 748]
column-5 bbox=[910, 1045, 1133, 2543]
probate-paragraph: YOU MAY EXAMINE the file kept by the court. If you are a person interested in the estate, you may file with the court a Request for Special Notice (form DE-154) of the filing of an inventory and appraisal of estate assets or of any petition or account as provided in Probate Code section 1250. A Request for Special Notice form is available from the court clerk. bbox=[917, 307, 1354, 334]
notice-body: The following person(s) is (are) doing business as: FINE FINE 14800 OXNARD ST UNIT C2, VAN NUYS, CA 91411. Full name of registrant(s) is (are) FINE FOOD, INC. 14800 OXNARD ST UNIT C2, VAN NUYS, CA 91411. This Business is conducted by: A CORPORATION. Signed: FINAL FOOD, INC. VANNY FITCO, CEO. This statement was filed with the County Clerk of Los Angeles County on 10/23/2020. The registrant(s) has (have) commenced to transact business under the fictitious business name or names listed above on N/A. NOTICE- This Fictitious Name Statement expires five years from the date it was filed in the office of the County Clerk. A new Fictitious Business Name Statement must be filed prior to that date. The filing of this statement does not of itself authorize the use in this state of a Fictitious Business Name in violation of the rights of another under Federal, State, or common law (See section 14411 et seq. Business and Professions Code) Publish: ES Mountain Views News bbox=[1138, 1307, 1361, 1442]
notice-body: fictitious business name or names listed above on N/A. NOTICE- This Fictitious Name Statement expires five years from the date it was filed in the office of the County Clerk. A new Fictitious Business Name Statement must be filed prior to that date. The filing of this statement does not of itself authorize the use in this state of a Fictitious Business Name in violation of the rights of another under Federal, State, or common law (See section 14411 et seq. Business and Professions Code) Publish: ED Mountain Views News bbox=[1138, 1045, 1361, 1117]
notice-body: The following person(s) is (are) doing business as: PATTERNSHARMONY W. SIERRA MADRE BLVD SUITE 123, SIERRA MADRE, CA 91024. Full name of registrant(s) is (are) PATRICIA D. HARMON 80 W SIERRA MADRE BLVD SUITE 123, SIERRA MADRE, CA 91024. This Business is conducted by: AN INDIVIDUAL. Signed: PATRICIA D. HARMON, OWNER. This statement was filed with the County Clerk of Los Angeles County on 11/22/2020. The registrant(s) has (have) commenced to transact business under the fictitious business name or names listed above on N/A. NOTICE- This Fictitious Name Statement expires five years from the date it was filed in the office of the County Clerk. A new Fictitious Business Name Statement must be filed prior to that date. The filing of this statement does not of itself authorize the use in this state of a Fictitious Business Name in violation of the rights of another under Federal, State, or common law (See section 14411 et seq. Business and Professions Code) Publish: ES Mountain Views News bbox=[6, 88, 226, 232]
notice-body: The following person(s) is (are) doing business as: DE TUM CATERING 7332 VINELAND AVE RESEDA, CA 91335. Full name of registrant(s) is (are) ANGELINA KAREN ANGUIANO 7332 VINELAND AVE RESEDA, CA 91335. This Business is conducted by: AN INDIVIDUAL. Signed: ANGELINA KAREN ANGUIANO, OWNER. This statement was filed with the County Clerk of Los Angeles County on 11/25/2020. The registrant(s) has (have) commenced to transact business under the fictitious business name or names listed above on N/A. NOTICE- This Fictitious Name Statement expires five years from the date it was filed in the office of the County Clerk. A new Fictitious Business Name Statement must be filed prior to that date. The filing of this statement does not of itself authorize the use in this state of a Fictitious Business Name in violation of the rights of another under Federal, State, or common law (See section 14411 et seq. Business and Professions Code) Publish: ES Mountain Views News bbox=[6, 611, 226, 746]
fictitious-business-notice bbox=[6, 251, 226, 413]
notice-publication-dates: Dates Pub: Nov 14, 21, 28, Dec 5, 2020 bbox=[910, 2018, 1028, 2028]
notice-publication-dates: Nov 28, Dec 5, 12, 19, 2020 bbox=[457, 1351, 542, 1361]
notice-heading: FICTITIOUS BUSINESS NAME STATEMENT FILE NO. 2020-199962 bbox=[231, 442, 449, 451]
fictitious-business-notice bbox=[684, 1569, 905, 1721]
attorney-line: CUNNINGHAMLEGAL bbox=[1277, 365, 1354, 374]
fictitious-business-notice bbox=[684, 396, 905, 557]
fictitious-business-notice bbox=[457, 1208, 679, 1360]
signature-line: Petitioner Appearing Pro Per bbox=[1267, 642, 1354, 651]
fictitious-business-notice bbox=[231, 80, 452, 97]
signature-line: Pasadena, Ca. 91107 bbox=[1291, 670, 1354, 678]
notice-heading: FICTITIOUS BUSINESS NAME STATEMENT FILE NO. 2020183348 bbox=[910, 1207, 1125, 1217]
notice-body: The following person(s) is (are) doing business as: NACE BRISAS 600 S CURSON AVE APT 643, LOS ANGELES, CA 90036. Full name of registrant(s) is (are) CHRISTIAN DENIS VILLAVICENCIO 600 S CURSON AVE APT 643, LOS ANGELES, CA 90036; GREG ANDREW MARQUEZ-CHAVEZ 600 S CURSON AVE APT 643, LOS ANGELES, CA 90036. This Business is conducted by: GENERAL PARTNERSHIP. Signed: GREG ANDREW MARQUEZ-CHAVEZ, PARTNER. This statement was filed with the County Clerk of Los Angeles County on 11/19/2020. The registrant(s) has (have) commenced to transact business under the fictitious business name or names listed above on 11/2020. NOTICE- This Fictitious Name Statement expires five years from the date it was filed in the office of the County Clerk. A new Fictitious Business Name Statement must be filed prior to that date. The filing of this statement does not of itself authorize the use in this state of a Fictitious Business Name in violation of the rights of another under Federal, State, or common law (See section 14411 et seq. Business and Professions Code) Publish: ES Mountain Views News bbox=[6, 431, 226, 583]
notice-body: The following person(s) is (are) doing business as: CROWE 6115 S HARVARD BLVD LOS ANGELES, CA 90047. CANNI DELIVERY 6115 S HARVARD BLVD LOS ANGELES, CA 90047. Full name of registrant(s) is (are) ANL ENTERPRISE, INC 6115 S HARVARD BLVD LOS ANGELES, CA 90047. This Business is conducted by: A CORPORATION. Signed: ANL ENTERPRISE, INC. ANIBAL OSWALDO GONZALEZ, PRESIDENT. This statement was filed with the County Clerk of Los Angeles County on 11/30/2020. The registrant(s) has (have) commenced to transact business under the fictitious business name or names listed above on 11/2020. NOTICE- This Fictitious Name Statement expires five years from the date it was filed in the office of the County Clerk. A new Fictitious Business Name Statement must be filed prior to that date. The filing of this statement does not of itself authorize the use in this state of a Fictitious Business Name in violation of the rights of another under Federal, State, or common law (See section 14411 et seq. Business and Professions Code) Publish: ES Mountain Views News bbox=[6, 259, 226, 403]
notice-publication-dates: Dates Pub: NOV. 14, 21, 28, DEC. 5, 2020 bbox=[1138, 1603, 1265, 1613]
osc-order: THE COURT ORDERS that all persons interested in this matter appear before this court at the hearing indicated above to show cause, if any, why the petition for change of name should not be granted. Any person objecting to the name changes described above must file a written objection that includes the reasons for the objection at least two court days before the matter is scheduled to be heard and must appear at the hearing to show cause why the petition should not be granted. If no written objection is timely filed, the court may grant the petition without a hearing. bbox=[917, 593, 1354, 639]
fictitious-business-notice bbox=[1138, 1299, 1361, 1450]
notice-heading: FICTITIOUS BUSINESS NAME STATEMENT FILE NO. 2020-181609 bbox=[1138, 1958, 1355, 1967]
notice-publication-dates: Dates Pub: NOV 14, 21, 28, DEC 5, 2020 bbox=[910, 1531, 1034, 1540]
footer-email: Email: editor@mtnviewsnews.com bbox=[889, 2555, 1113, 2571]
column-6 bbox=[1138, 1045, 1361, 2543]
notice-publication-dates: Dates Pub: NOV 28, DEC 5, 12, 19, 2020 bbox=[231, 1551, 355, 1561]
notice-heading: FICTITIOUS BUSINESS NAME STATEMENT FILE NO. 2020191990 bbox=[457, 1371, 673, 1380]
notice-heading: FICTITIOUS BUSINESS NAME STATEMENT FILE NO. 2020-187903 bbox=[684, 1569, 901, 1578]
fictitious-business-notice bbox=[684, 910, 905, 1072]
notice-heading: FICTITIOUS BUSINESS NAME STATEMENT FILE NO. 2020128741 bbox=[910, 1379, 1125, 1389]
notice-body: The following person(s) is (are) doing business as: PATYNAILS, PATTY WAGON 19124 CRESCENT AVE APT 17, CERRITOS, CA 90703. Full name of registrant(s) is (are) PATRICIA LYNN MURRAY 19124 CRESCENT AVE, CERRITOS, CA 90703. This Business is conducted by: AN INDIVIDUAL. Signed: PATRICIA LYNN MURRAY, OWNER. This statement was filed with the County Clerk of Los Angeles County on 11/13/2020. The registrant(s) has (have) commenced to transact business under the fictitious business name or names listed above on N/A. NOTICE- This Fictitious Name Statement expires five years from the date it was filed in the office of the County Clerk. A new Fictitious Business Name Statement must be filed prior to that date. The filing of this statement does not of itself authorize the use in this state of a Fictitious Business Name in violation of the rights of another under Federal, State, or common law (See section 14411 et seq. Business and Professions Code)Publish: Mountain Views News/JDC bbox=[684, 1090, 905, 1225]
page-number: 13 bbox=[1289, 1, 1346, 57]
probate-notice bbox=[910, 80, 1361, 429]
notice-heading: FICTITIOUS BUSINESS NAME STATEMENT FILE NO. 2020-196641 bbox=[231, 767, 449, 776]
notice-body: The following person(s) is (are) doing business as: SPRU 24425 WOOLSEY CANYON ROAD SPACE 18, CANOGA PARK, CA 91304. Full name of registrant(s) is (are) CHAD MICHAEL WILLEY 24425 WOOLSEY CANYON ROAD SPACE 18, CANOGA PARK, CA 91304. This Business is conducted by: AN INDIVIDUAL. Signed: CHAD MICHAEL WILLEY, OWNER. This statement was filed with the County Clerk of Los Angeles County on 11/24/2020. The registrant(s) has (have) commenced to transact business under the fictitious business name or names listed above on 10/2020. NOTICE- This Fictitious Name Statement expires five years from the date it was filed in the office of the County Clerk. A new Fictitious Business Name Statement must be filed prior to that date. The filing of this statement does not of itself authorize the use in this state of a Fictitious Business Name in violation of the rights of another under Federal, State, or common law (See section 14411 et seq. Business and Professions Code) Publish: ES Mountain Views News bbox=[6, 1424, 226, 1559]
notice-columns bbox=[6, 80, 1361, 2543]
notice-body: The following person(s) is (are) doing business as: BARAJAS SKIN E MECHAL 14714 RAYMER ST, VAN NUYS, CA 91405. Full name of registrant(s) is (are) JUAN M BARAJAS LANDEROS 11735 GRUIN ST SYLMAR, CA 91342. This Business is conducted by: AN INDIVIDUAL. Signed: JUAN M BARAJAS LANDEROS, OWNER. This statement was filed with the County Clerk of Los Angeles County on 11/23/2020. The registrant(s) has (have) commenced to transact business under the fictitious business name or names listed above on N/A. NOTICE- This Fictitious Name Statement expires five years from the date it was filed in the office of the County Clerk. A new Fictitious Business Name Statement must be filed prior to that date. The filing of this statement does not of itself authorize the use in this state of a Fictitious Business Name in violation of the rights of another under Federal, State, or common law. bbox=[6, 1587, 226, 1703]
notice-body: The following person(s) is (are) doing business as: GLENDALE SMOG CENTER, 238 E COLORADO ST UNIT A, GLENDALE, CA 91205. Full name of registrant(s) is (are) VILMA YESENIA CARRANZA, 11511 SANTA GERTRUDES AVE APT F, WHITTIER, CA 90604. This Business is conducted by: AN INDIVIDUAL. Signed: VILMA YESENIA CARRANZA. This statement was filed with the County Clerk of Los Angeles County on 11/24/2020. The registrant(s) has (have) commenced to transact business under the fictitious business name or names listed above on 10/2020. NOTICE- This Fictitious Name Statement expires five years from the date it was filed in the office of the County Clerk. A new Fictitious Business Name Statement must be filed prior to that date. The filing of this statement does not of itself authorize the use in this state of a Fictitious Business Name in violation of the rights of another under Federal, State, or common law (See section 14411 et seq. Business and Professions Code)Publish: Mountain Views News/JDC bbox=[231, 929, 452, 1064]
osc-filed: FILED A PETITION WITH THE LOS ANGELES SUPERIOR COURT GLENDALE COURT HOUSE NORTH CENTRAL JUDICIAL DISTRICT FOR A DECREE CHANGING NAMES AS FOLLOWS: bbox=[917, 511, 1354, 529]
notice-body: The following person(s) is (are) doing business as: WEST LA AUTO PAINT & SUPPLIES, 9159 S WESTERN AVE, LOS ANGELES, CA 90047. Full name of registrant(s) is (are) CLAUDIA BEATRIZ RODRIGUEZ SIBRIAN, 9159 S WESTERN AVE, LOS ANGELES, CA 90047. This Business is conducted by: A GENERAL PARTNERSHIP. Signed: CLAUDIA BEATRIZ RODRIGUEZ SIBRIAN. This statement was filed with the County Clerk of Los Angeles County on 10/28/2020. The registrant(s) has (have) commenced to transact business under the fictitious business name or names listed above on N/A. NOTICE- This Fictitious Name Statement expires five years from the date it was filed in the office of the County Clerk. A new Fictitious Business Name Statement must be filed prior to that date. The filing of this statement does not of itself authorize the use in this state of a Fictitious Business Name in violation of the rights of another under Federal, State, or common law (See section 14411 et seq. Business and Professions Code)Publish: Mountain Views News/JDC bbox=[1138, 1795, 1361, 1938]
attorney-line: 2700 E FOOTHILL BLVD bbox=[1272, 374, 1354, 383]
notice-publication-dates: Dates Pub: Nov 14, 21, 28, Dec 5, 2020 bbox=[1138, 1441, 1256, 1451]
notice-heading: FICTITIOUS BUSINESS NAME STATEMENT FILE NO. 2020181754 bbox=[457, 1037, 673, 1046]
column-rule bbox=[454, 80, 455, 2543]
fictitious-business-notice bbox=[910, 1713, 1133, 1865]
notice-heading: FICTITIOUS BUSINESS NAME STATEMENT FILE NO. 2020-197811 bbox=[231, 604, 449, 613]
notice-body: The following person(s) is (are) doing business as: DARCWORLD 8100 FOOTHILL BLVD SPC 77, SUNLAND, CA 91040. Full name of registrant(s) is (are) MARK N WHITLING 8100 FOOTHILL BLVD SPC 77, SUNLAND, CA 91040. This Business is conducted by: AN INDIVIDUAL. Signed: MARK N WHITLING, OWNER. This statement was filed with the County Clerk of Los Angeles County on 11/05/2020. The registrant(s) has (have) commenced to transact business under the fictitious business name or names listed above on N/A. NOTICE- This Fictitious Name Statement expires five years from the date it was filed in the office of the County Clerk. A new Fictitious Business Name Statement must be filed prior to that date. The filing of this statement does not of itself authorize the use in this state of a Fictitious Business Name in violation of the rights of another under Federal, State, or common law (See section 14411 et seq. Business and Professions Code) Publish: ED Mountain Views News bbox=[910, 1884, 1133, 2019]
notice-publication-dates: Nov 28, Dec 5, 12, 19, 2020 bbox=[684, 204, 768, 214]
notice-publication-dates: DEC 5,12,19,26, 2020 bbox=[6, 745, 73, 755]
notice-heading: FICTITIOUS BUSINESS NAME STATEMENT FILE NO. 2020164756 bbox=[1138, 1299, 1353, 1308]
notice-publication-dates: Dates Pub: DEC 5, 12, 19, 26, 2020 bbox=[231, 422, 338, 432]
notice-publication-dates: DEC 5,12,19,26, 2020 bbox=[6, 908, 73, 917]
notice-body: The following person(s) is (are) doing business as: SORORITAS BEAUTIFICATION, 4173 LA TIERRA RD, LONG BEACH, CA 90808. Full name of registrant(s) is (are) LAURA KALSBEUK, 1463 ORANGE AVE, LONG BEACH, CA 90813. This Business is conducted by: A CORPORATION. Signed: WWO JOON KIM. This statement was filed with the County Clerk of Los Angeles County on 10/23/2020. The registrant(s) has (have) commenced to transact business under the fictitious business name or names listed above on N/A. NOTICE- This Fictitious Name Statement expires five years from the date it was filed in the office of the County Clerk. A new Fictitious Business Name Statement must be filed prior to that date. The filing of this statement does not of itself authorize the use in this state of a Fictitious Business Name in violation of the rights of another under Federal, State, or common law (See section 14411 et seq. Business and Professions Code)Publish: Mountain Views News/JDC bbox=[1138, 1633, 1361, 1767]
fictitious-business-notice bbox=[231, 767, 452, 909]
footer-website: Website: www.mtnviewsnews.com bbox=[1135, 2555, 1357, 2571]
notice-publication-dates: Dates Pub: NOV. 21, 28, DEC. 5, 12, 2020 bbox=[684, 1224, 811, 1234]
footer-office: Office: 626.355.2737 bbox=[586, 2555, 722, 2571]
fictitious-business-notice bbox=[684, 1406, 905, 1558]
section-title: LEGAL NOTICES bbox=[216, 6, 587, 53]
fictitious-business-notice bbox=[457, 387, 679, 539]
fictitious-business-notice bbox=[231, 443, 452, 594]
signature-line: MVP - MTNVIEWS bbox=[1290, 678, 1354, 688]
notice-heading: FICTITIOUS BUSINESS NAME STATEMENT FILE NO. 2020-180024 bbox=[684, 1406, 901, 1416]
notice-heading: FICTITIOUS BUSINESS NAME STATEMENT FILE NO. 2020-177966 bbox=[684, 1243, 901, 1253]
notice-heading: FICTITIOUS BUSINESS NAME STATEMENT FILE NO. 2020-201449 bbox=[231, 1083, 449, 1093]
notice-body: The following person(s) is (are) doing business as: MADISSON AND CO. 635 S HOBART BLVD SUITE 701, LOS ANGELES, CA 90020. Full name of registrant(s) is (are) REBECA MOLINA MADISSON AND CO. 635 S HOBART BLVD SUITE 701, LOS ANGELES, CA 90020. This Business is conducted by: AN INDIVIDUAL. Signed: REBECA MOLINA MADISSON, OWNER. This statement was filed with the County Clerk of Los Angeles County on 11/18/2020. The registrant(s) has (have) commenced to transact business under the fictitious business name or names listed above on 10/2020. NOTICE- This Fictitious Name Statement expires five years from the date it was filed in the office of the County Clerk. A new Fictitious Business Name Statement must be filed prior to that date. The filing of this statement does not of itself authorize the use in this state of a Fictitious Business Name in violation of the rights of another under Federal, State, or common law (See section 14411 et seq. Business and Professions Code) Publish: ED Mountain Views News bbox=[457, 1217, 679, 1352]
notice-publication-dates: Dates Pub: DEC 5, 12, 19, 26, 2020 bbox=[231, 1388, 338, 1398]
